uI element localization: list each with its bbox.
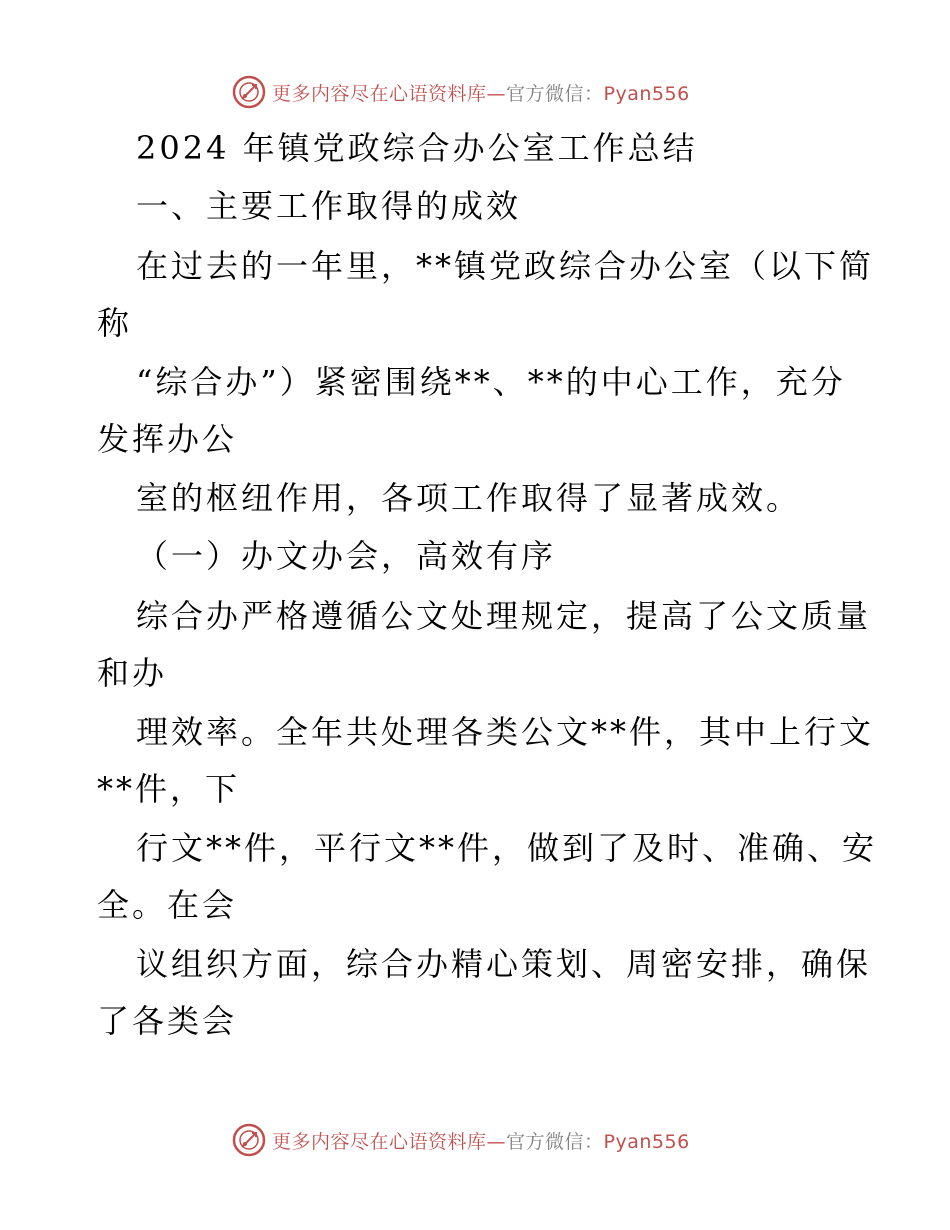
watermark-separator: — xyxy=(486,82,507,105)
paragraph-line: 了各类会 xyxy=(97,1002,238,1040)
watermark-official-label: 官方微信： xyxy=(506,1130,604,1153)
watermark-official-label: 官方微信： xyxy=(506,82,604,105)
stamp-logo-icon xyxy=(232,75,266,109)
paragraph-line: 综合办严格遵循公文处理规定，提高了公文质量 xyxy=(136,597,872,635)
paragraph-line: 理效率。全年共处理各类公文**件，其中上行文 xyxy=(136,713,875,751)
paragraph-line: 行文**件，平行文**件，做到了及时、准确、安 xyxy=(136,829,878,867)
watermark-brand: 更多内容尽在心语资料库 xyxy=(272,82,487,105)
paragraph-line: 在过去的一年里，**镇党政综合办公室（以下简 xyxy=(136,247,875,285)
header-watermark xyxy=(232,72,712,112)
watermark-text xyxy=(272,79,690,106)
paragraph-line: 议组织方面，综合办精心策划、周密安排，确保 xyxy=(136,945,872,983)
watermark-separator: — xyxy=(486,1130,507,1153)
watermark-wechat-id: Pyan556 xyxy=(603,1130,690,1153)
paragraph-line: 室的枢纽作用，各项工作取得了显著成效。 xyxy=(136,479,802,517)
watermark-wechat-id: Pyan556 xyxy=(603,82,690,105)
watermark-brand: 更多内容尽在心语资料库 xyxy=(272,1130,487,1153)
footer-watermark xyxy=(232,1120,712,1160)
paragraph-line: 和办 xyxy=(97,654,168,692)
watermark-text xyxy=(272,1127,690,1154)
subsection-heading: （一）办文办会，高效有序 xyxy=(136,537,557,575)
paragraph-line: 称 xyxy=(97,304,133,342)
paragraph-line: **件，下 xyxy=(97,770,241,808)
paragraph-line: 全。在会 xyxy=(97,886,238,924)
section-heading: 一、主要工作取得的成效 xyxy=(136,187,522,225)
paragraph-line: 发挥办公 xyxy=(97,420,238,458)
stamp-logo-icon xyxy=(232,1123,266,1157)
document-title: 2024 年镇党政综合办公室工作总结 xyxy=(136,129,698,167)
paragraph-line: “综合办”）紧密围绕**、**的中心工作，充分 xyxy=(136,363,846,401)
